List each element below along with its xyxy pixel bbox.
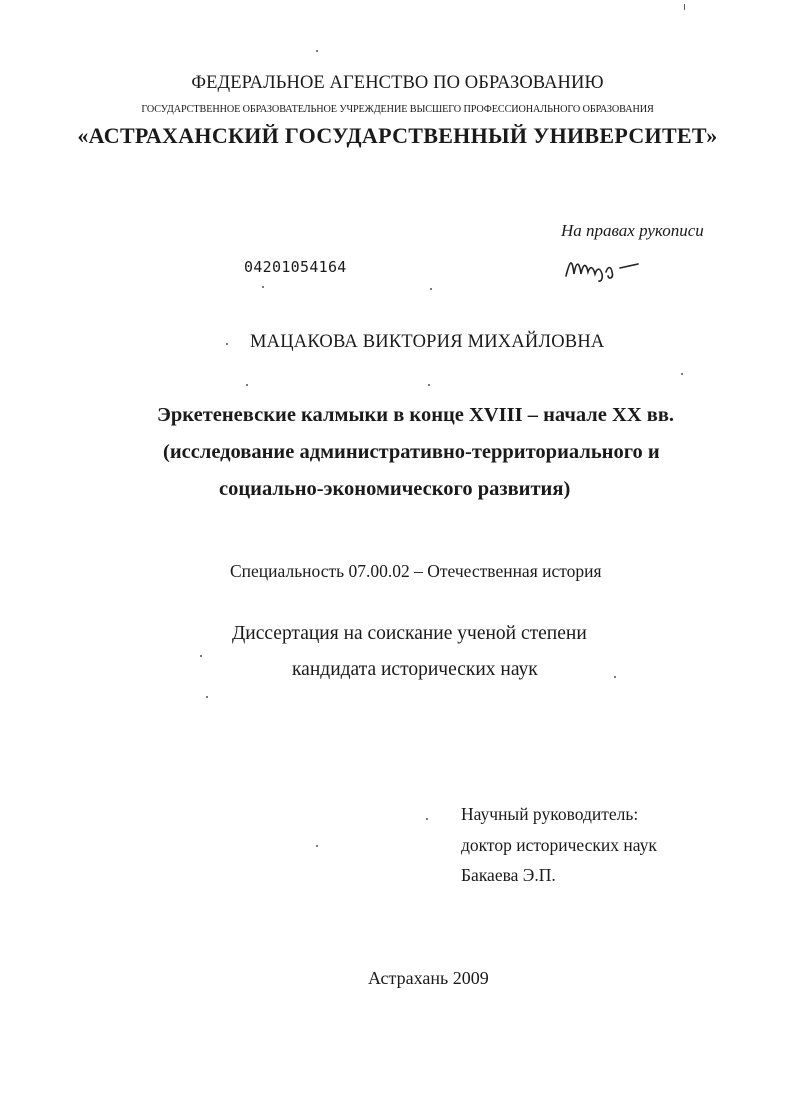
thesis-title-line-2: (исследование административно-территориального и	[163, 441, 660, 463]
manuscript-note: На правах рукописи	[561, 221, 704, 240]
signature-scribble	[562, 250, 642, 284]
scan-speck	[426, 818, 428, 820]
specialty: Специальность 07.00.02 – Отечественная история	[230, 561, 602, 581]
thesis-title-line-3: социально-экономического развития)	[219, 478, 571, 500]
dissertation-degree-line-1: Диссертация на соискание ученой степени	[232, 623, 587, 644]
dissertation-degree-line-2: кандидата исторических наук	[292, 659, 538, 680]
place-and-year: Астрахань 2009	[368, 968, 489, 988]
handwritten-signature	[562, 250, 642, 291]
supervisor-degree: доктор исторических наук	[461, 835, 657, 855]
scan-speck	[684, 4, 685, 10]
scan-speck	[226, 343, 228, 345]
scan-speck	[262, 286, 264, 288]
institution-type: ГОСУДАРСТВЕННОЕ ОБРАЗОВАТЕЛЬНОЕ УЧРЕЖДЕНИЕ ВЫСШЕГО ПРОФЕССИОНАЛЬНОГО ОБРАЗОВАНИЯ	[141, 104, 654, 115]
scan-speck	[428, 384, 430, 386]
scan-speck	[614, 676, 616, 678]
scan-speck	[316, 50, 318, 52]
agency-name: ФЕДЕРАЛЬНОЕ АГЕНСТВО ПО ОБРАЗОВАНИЮ	[191, 73, 604, 93]
supervisor-label: Научный руководитель:	[461, 804, 639, 824]
author-name: МАЦАКОВА ВИКТОРИЯ МИХАЙЛОВНА	[250, 332, 605, 352]
thesis-title-line-1: Эркетеневские калмыки в конце XVIII – начале XX вв.	[157, 404, 675, 426]
scan-speck	[316, 845, 318, 847]
scan-speck	[200, 655, 202, 657]
registration-code: 04201054164	[244, 258, 347, 276]
scan-speck	[246, 384, 248, 386]
scan-speck	[430, 288, 432, 290]
scan-speck	[681, 373, 683, 375]
scan-speck	[206, 696, 208, 698]
university-name: «АСТРАХАНСКИЙ ГОСУДАРСТВЕННЫЙ УНИВЕРСИТЕТ»	[77, 123, 718, 148]
supervisor-name: Бакаева Э.П.	[461, 865, 556, 885]
